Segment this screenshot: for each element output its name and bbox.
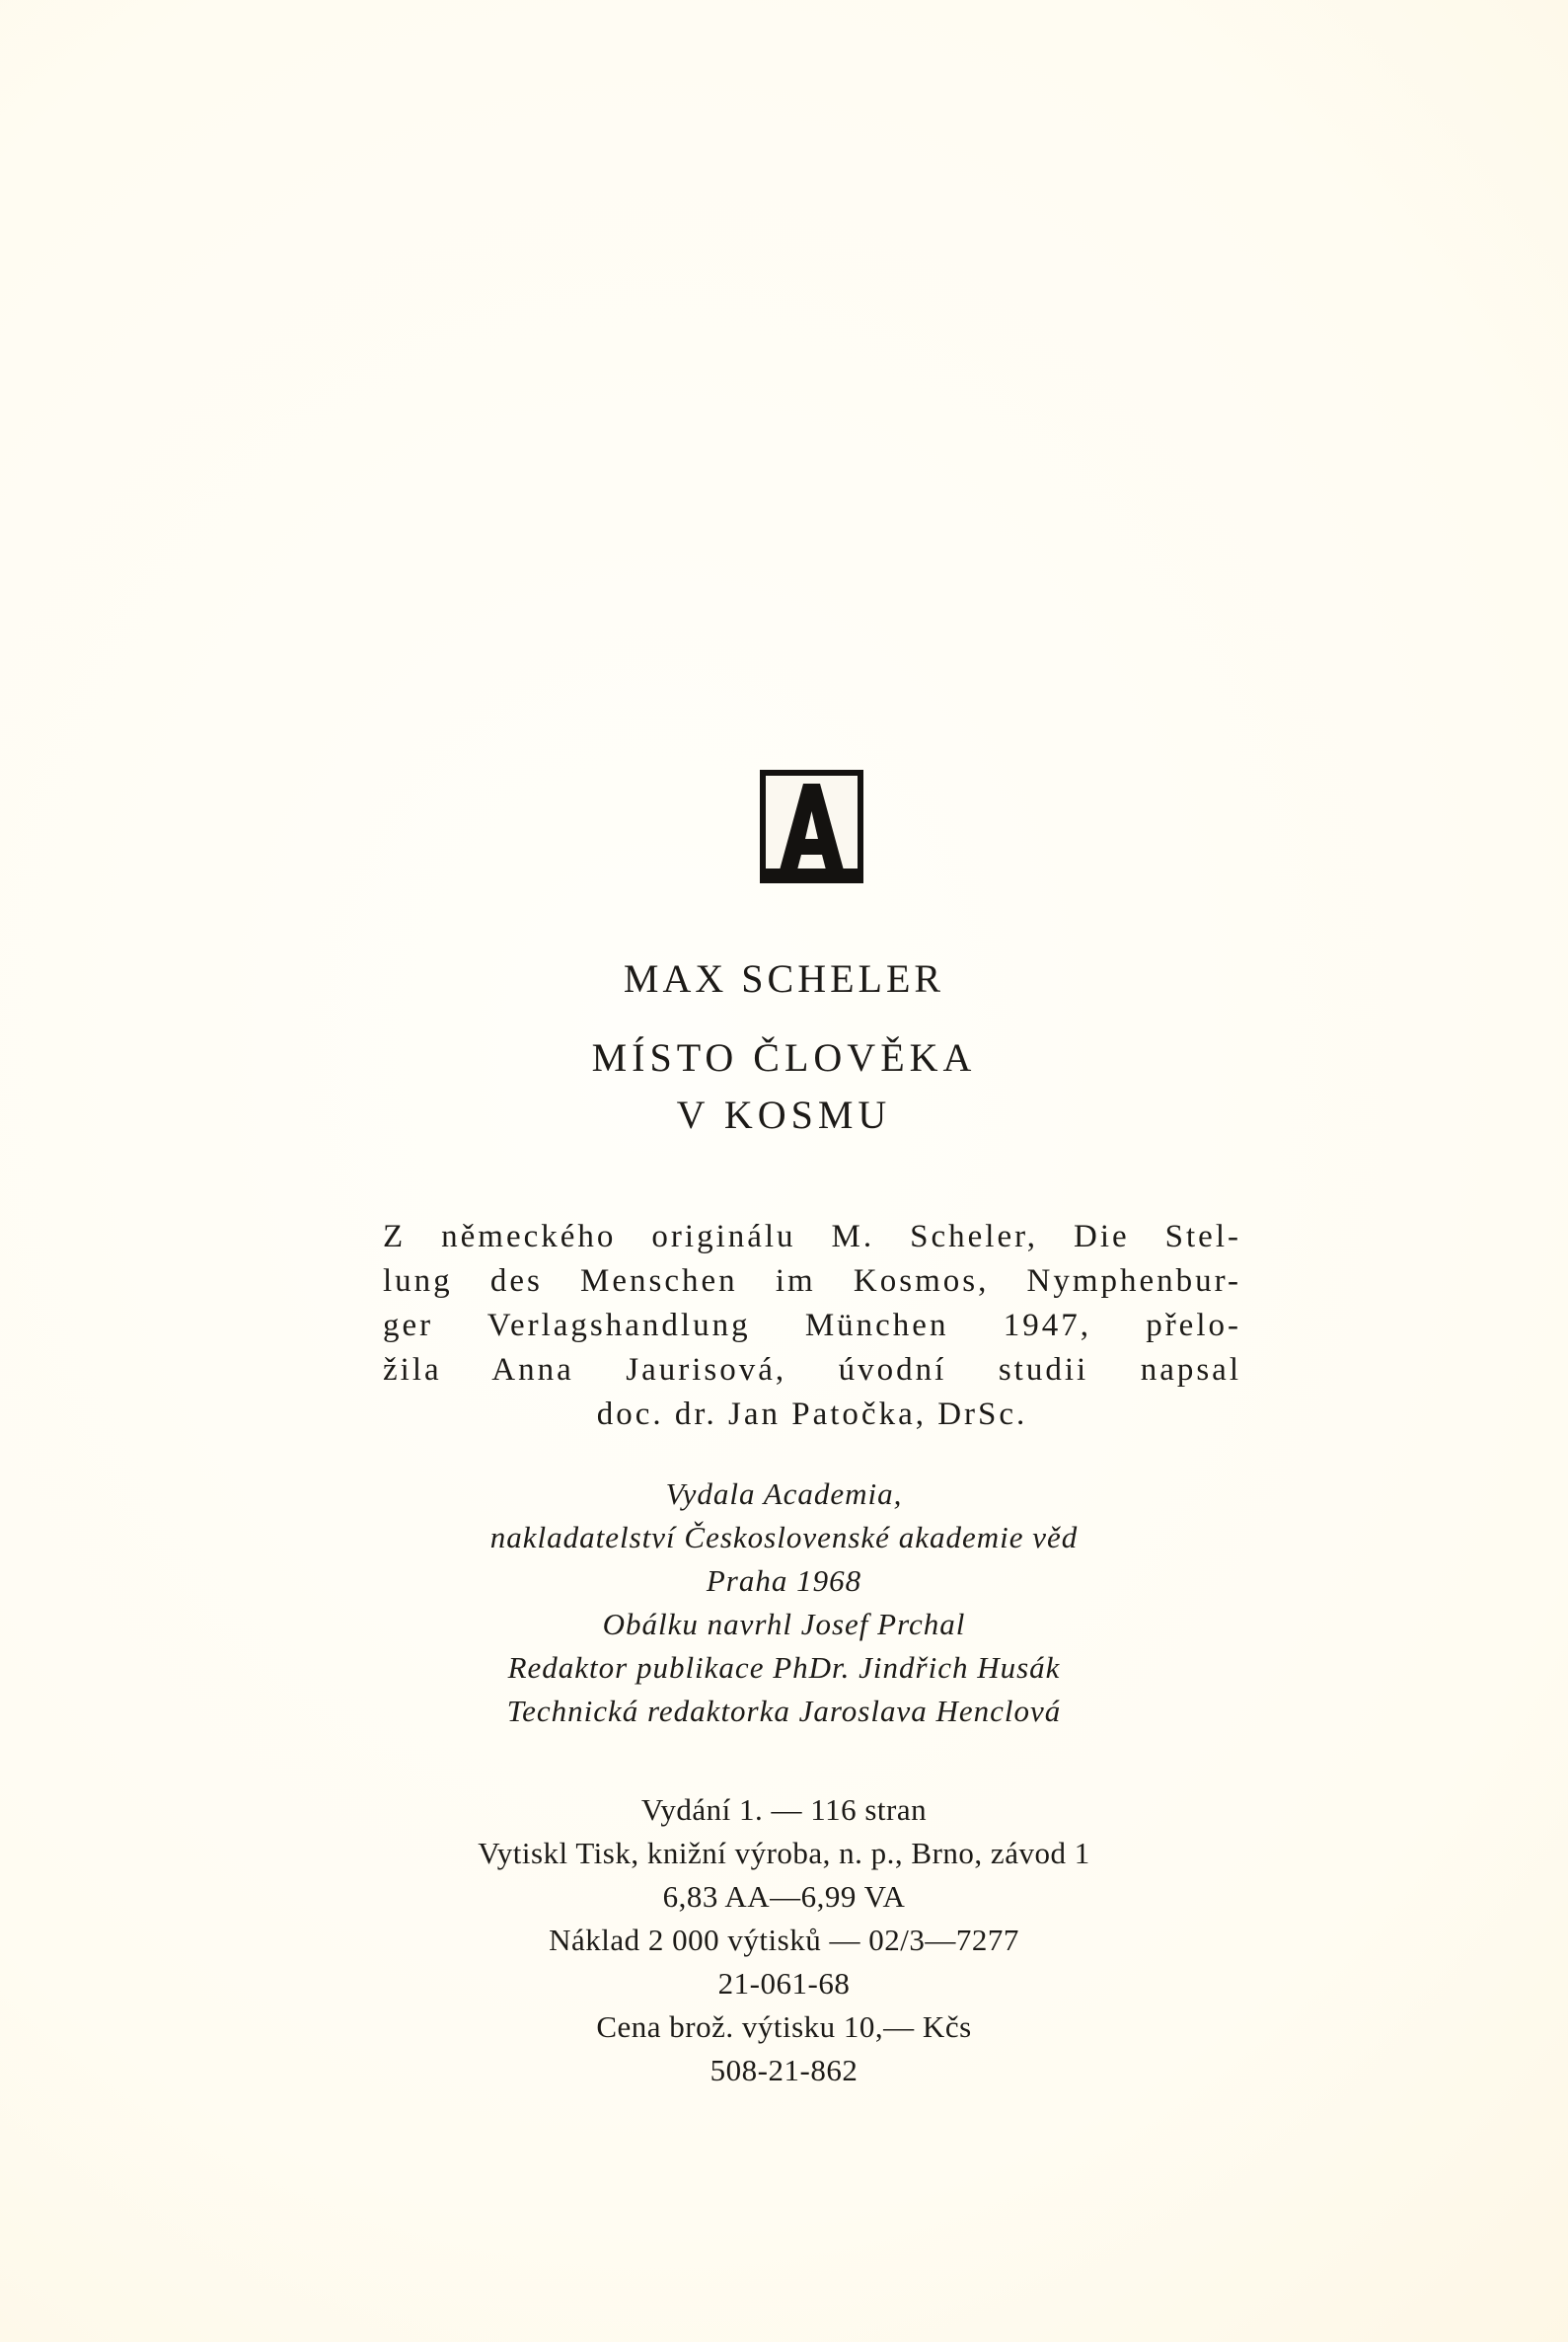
details-line: 508-21-862	[709, 2053, 859, 2087]
details-line: Náklad 2 000 výtisků — 02/3—7277	[549, 1923, 1019, 1957]
translation-note-line: ger Verlagshandlung München 1947, přelo-	[383, 1308, 1241, 1343]
imprint-line: nakladatelství Československé akademie věd	[489, 1520, 1079, 1554]
details-line: 6,83 AA—6,99 VA	[662, 1879, 906, 1914]
academia-logo-letter-icon	[766, 776, 858, 877]
translation-note-line: Z německého originálu M. Scheler, Die Stel-	[383, 1219, 1241, 1254]
translation-note-line: doc. dr. Jan Patočka, DrSc.	[596, 1397, 1028, 1432]
academia-logo-inner	[766, 776, 858, 877]
edition-details	[0, 1788, 1568, 2092]
imprint-line: Praha 1968	[706, 1563, 862, 1598]
book-title-line-2: V KOSMU	[676, 1093, 892, 1137]
details-line: Vydání 1. — 116 stran	[640, 1792, 928, 1827]
translation-note-line: žila Anna Jaurisová, úvodní studii napsal	[383, 1352, 1241, 1388]
book-title-line-1: MÍSTO ČLOVĚKA	[591, 1035, 977, 1080]
imprint-line: Vydala Academia,	[665, 1476, 903, 1511]
academia-logo	[760, 770, 863, 883]
translation-note	[383, 1215, 1241, 1437]
publisher-imprint	[0, 1473, 1568, 1733]
details-line: 21-061-68	[717, 1966, 851, 2001]
details-line: Vytiskl Tisk, knižní výroba, n. p., Brno, závod 1	[478, 1836, 1090, 1870]
details-line: Cena brož. výtisku 10,— Kčs	[596, 2009, 972, 2044]
author-name: MAX SCHELER	[623, 956, 945, 1001]
translation-note-line: lung des Menschen im Kosmos, Nymphenbur-	[383, 1263, 1241, 1299]
imprint-line: Obálku navrhl Josef Prchal	[602, 1607, 966, 1641]
imprint-line: Technická redaktorka Jaroslava Henclová	[506, 1694, 1062, 1728]
imprint-line: Redaktor publikace PhDr. Jindřich Husák	[507, 1650, 1061, 1685]
